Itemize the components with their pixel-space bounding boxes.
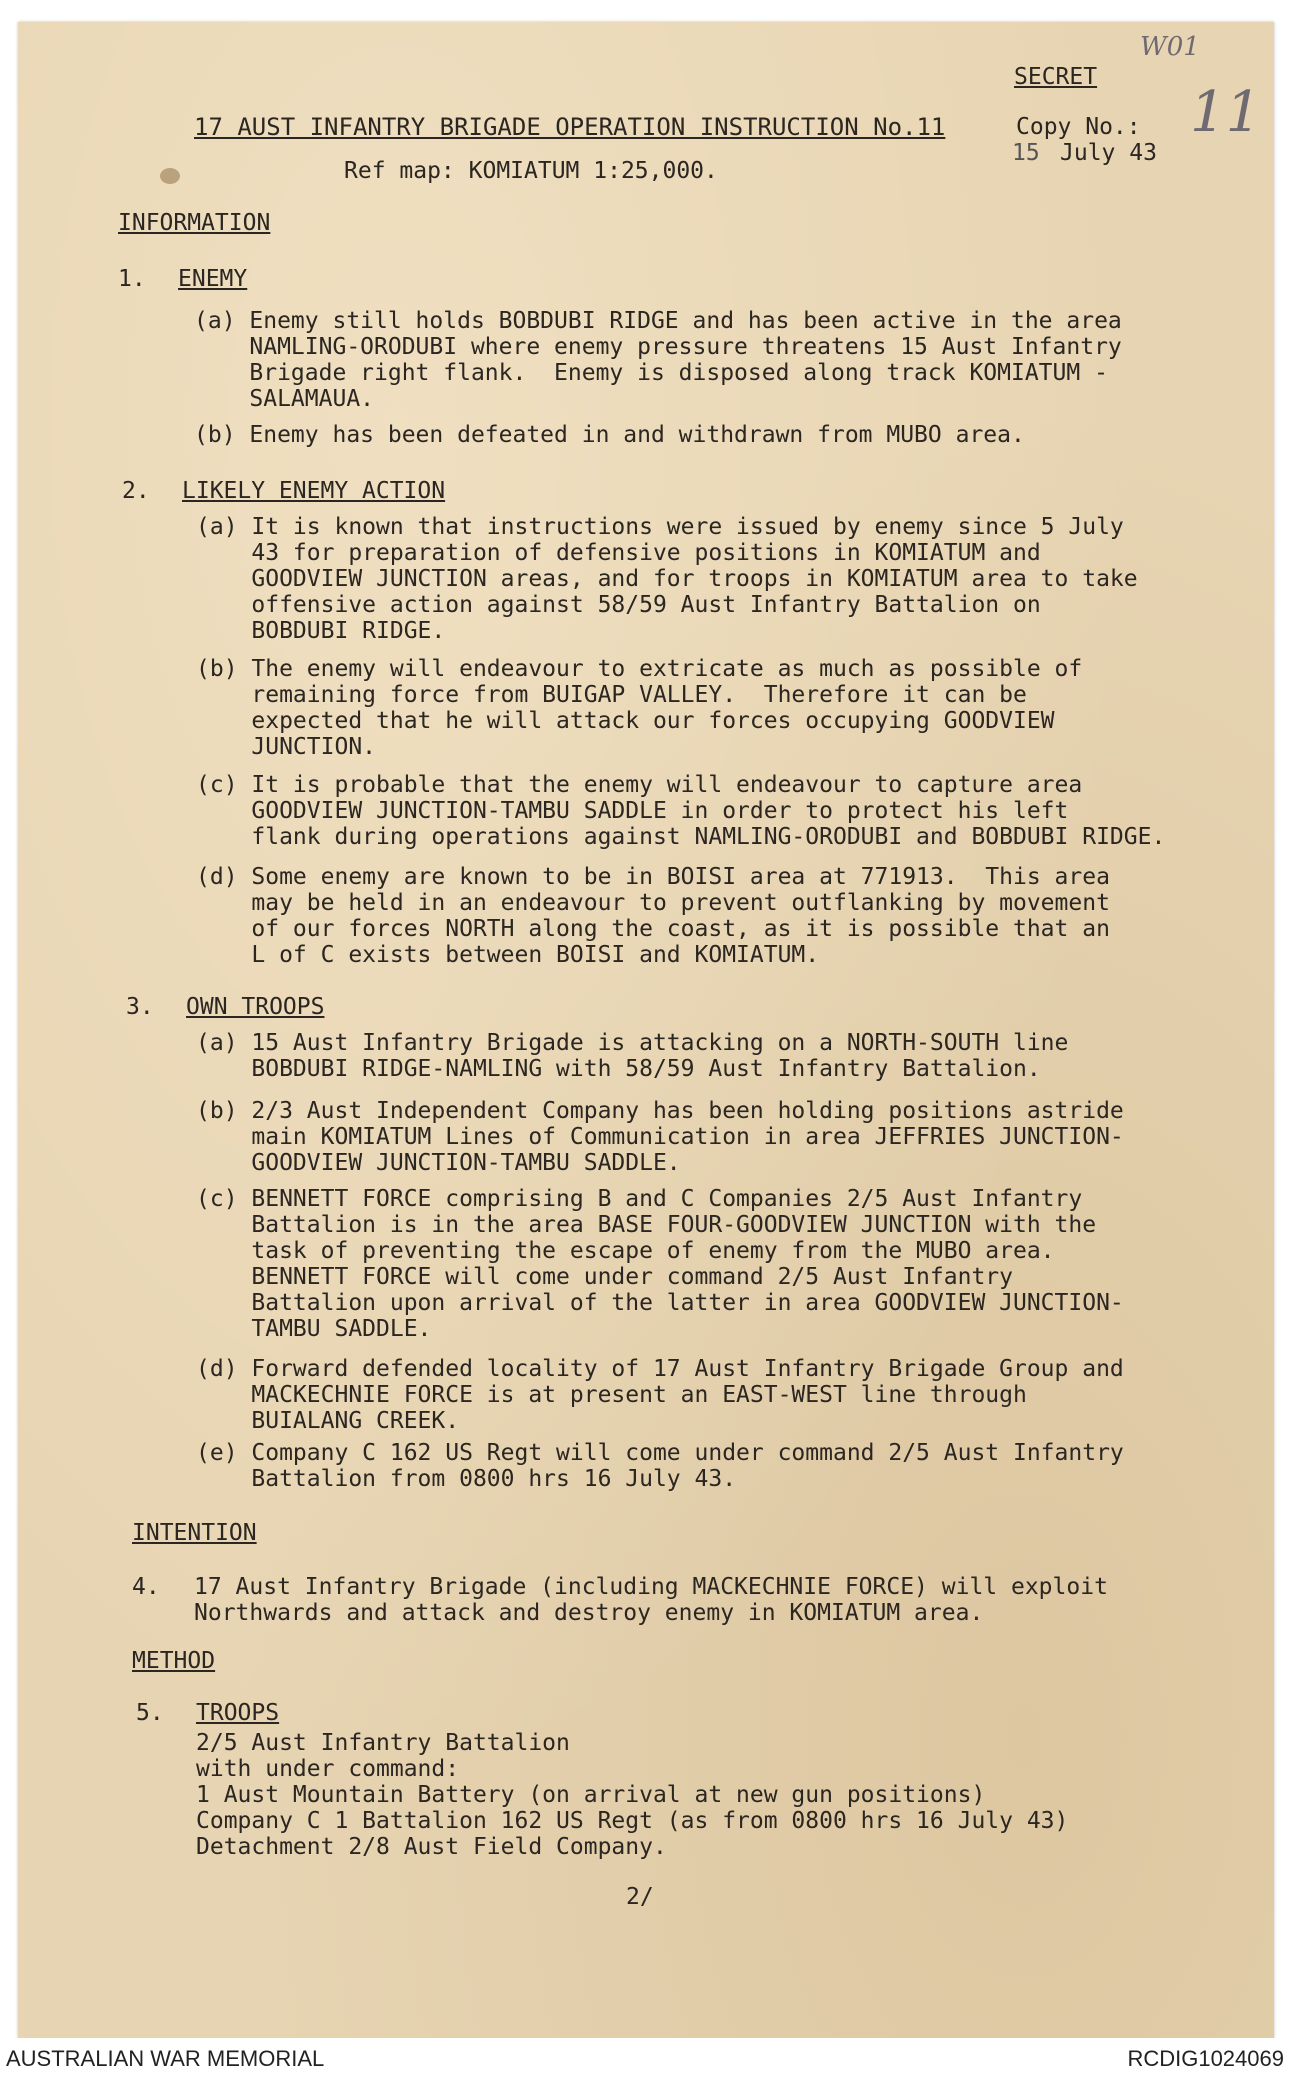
para-line: GOODVIEW JUNCTION-TAMBU SADDLE. xyxy=(196,1150,681,1176)
para-line: 43 for preparation of defensive positions in KOMIATUM and xyxy=(196,540,1041,566)
para-line: main KOMIATUM Lines of Communication in area JEFFRIES JUNCTION- xyxy=(196,1124,1124,1150)
section-number-2: 2. xyxy=(122,478,150,504)
para-line: Battalion upon arrival of the latter in area GOODVIEW JUNCTION- xyxy=(196,1290,1124,1316)
secret-classification: SECRET xyxy=(1014,64,1098,90)
method-heading: METHOD xyxy=(132,1648,216,1674)
para-line: Battalion is in the area BASE FOUR-GOODVIEW JUNCTION with the xyxy=(196,1212,1097,1238)
troops-line: Detachment 2/8 Aust Field Company. xyxy=(196,1834,667,1860)
para-1b: (b) Enemy has been defeated in and withdrawn from MUBO area. xyxy=(194,422,1025,448)
para-line: BUIALANG CREEK. xyxy=(196,1408,460,1434)
information-heading: INFORMATION xyxy=(118,210,271,236)
section-number-1: 1. xyxy=(118,266,146,292)
section-heading-own-troops: OWN TROOPS xyxy=(186,994,325,1020)
troops-line: Company C 1 Battalion 162 US Regt (as from 0800 hrs 16 July 43) xyxy=(196,1808,1069,1834)
section-heading-troops: TROOPS xyxy=(196,1700,280,1726)
archive-name: AUSTRALIAN WAR MEMORIAL xyxy=(6,2046,325,2071)
para-line: TAMBU SADDLE. xyxy=(196,1316,432,1342)
para-line: BENNETT FORCE will come under command 2/5 Aust Infantry xyxy=(196,1264,1013,1290)
para-line: of our forces NORTH along the coast, as it is possible that an xyxy=(196,916,1110,942)
para-line: Brigade right flank. Enemy is disposed along track KOMIATUM - xyxy=(194,360,1108,386)
para-line: (d) Some enemy are known to be in BOISI area at 771913. This area xyxy=(196,864,1110,890)
para-4-line: 17 Aust Infantry Brigade (including MACKECHNIE FORCE) will exploit xyxy=(194,1574,1108,1600)
para-line: (e) Company C 162 US Regt will come under command 2/5 Aust Infantry xyxy=(196,1440,1124,1466)
intention-heading: INTENTION xyxy=(132,1520,257,1546)
page-continuation: 2/ xyxy=(626,1884,654,1910)
para-line: GOODVIEW JUNCTION-TAMBU SADDLE in order to protect his left xyxy=(196,798,1069,824)
para-line: MACKECHNIE FORCE is at present an EAST-WEST line through xyxy=(196,1382,1027,1408)
reference-map: Ref map: KOMIATUM 1:25,000. xyxy=(344,158,718,184)
para-line: (d) Forward defended locality of 17 Aust Infantry Brigade Group and xyxy=(196,1356,1124,1382)
para-line: L of C exists between BOISI and KOMIATUM. xyxy=(196,942,820,968)
para-line: Battalion from 0800 hrs 16 July 43. xyxy=(196,1466,737,1492)
archive-footer xyxy=(0,2038,1294,2082)
para-line: task of preventing the escape of enemy from the MUBO area. xyxy=(196,1238,1055,1264)
para-line: GOODVIEW JUNCTION areas, and for troops in KOMIATUM area to take xyxy=(196,566,1138,592)
para-line: (b) The enemy will endeavour to extricate as much as possible of xyxy=(196,656,1083,682)
section-heading-enemy: ENEMY xyxy=(178,266,248,292)
section-number-3: 3. xyxy=(126,994,154,1020)
troops-line: 1 Aust Mountain Battery (on arrival at new gun positions) xyxy=(196,1782,986,1808)
para-line: (c) BENNETT FORCE comprising B and C Companies 2/5 Aust Infantry xyxy=(196,1186,1083,1212)
para-line: expected that he will attack our forces occupying GOODVIEW xyxy=(196,708,1055,734)
para-line: (a) It is known that instructions were issued by enemy since 5 July xyxy=(196,514,1124,540)
copy-number-label: Copy No.: xyxy=(1016,114,1141,140)
para-line: SALAMAUA. xyxy=(194,386,375,412)
troops-line: 2/5 Aust Infantry Battalion xyxy=(196,1730,570,1756)
para-line: (b) 2/3 Aust Independent Company has been holding positions astride xyxy=(196,1098,1124,1124)
document-title: 17 AUST INFANTRY BRIGADE OPERATION INSTRUCTION No.11 xyxy=(194,113,946,141)
date-day: 15 xyxy=(1012,140,1040,166)
para-line: JUNCTION. xyxy=(196,734,377,760)
para-line: BOBDUBI RIDGE-NAMLING with 58/59 Aust Infantry Battalion. xyxy=(196,1056,1041,1082)
para-line: NAMLING-ORODUBI where enemy pressure threatens 15 Aust Infantry xyxy=(194,334,1122,360)
para-line: flank during operations against NAMLING-ORODUBI and BOBDUBI RIDGE. xyxy=(196,824,1166,850)
para-line: (a) Enemy still holds BOBDUBI RIDGE and has been active in the area xyxy=(194,308,1122,334)
para-line: (a) 15 Aust Infantry Brigade is attacking on a NORTH-SOUTH line xyxy=(196,1030,1069,1056)
section-number-5: 5. xyxy=(136,1700,164,1726)
para-line: may be held in an endeavour to prevent outflanking by movement xyxy=(196,890,1110,916)
section-heading-likely-enemy-action: LIKELY ENEMY ACTION xyxy=(182,478,446,504)
archive-id: RCDIG1024069 xyxy=(1127,2046,1284,2071)
para-4-line: Northwards and attack and destroy enemy in KOMIATUM area. xyxy=(194,1600,984,1626)
para-line: BOBDUBI RIDGE. xyxy=(196,618,446,644)
handwritten-copy-number: 11 xyxy=(1190,80,1262,145)
section-number-4: 4. xyxy=(132,1574,160,1600)
handwritten-mark: W01 xyxy=(1140,32,1200,62)
para-line: offensive action against 58/59 Aust Infantry Battalion on xyxy=(196,592,1041,618)
document-date: July 43 xyxy=(1060,140,1157,166)
para-line: (c) It is probable that the enemy will endeavour to capture area xyxy=(196,772,1083,798)
troops-line: with under command: xyxy=(196,1756,460,1782)
para-line: remaining force from BUIGAP VALLEY. Therefore it can be xyxy=(196,682,1027,708)
